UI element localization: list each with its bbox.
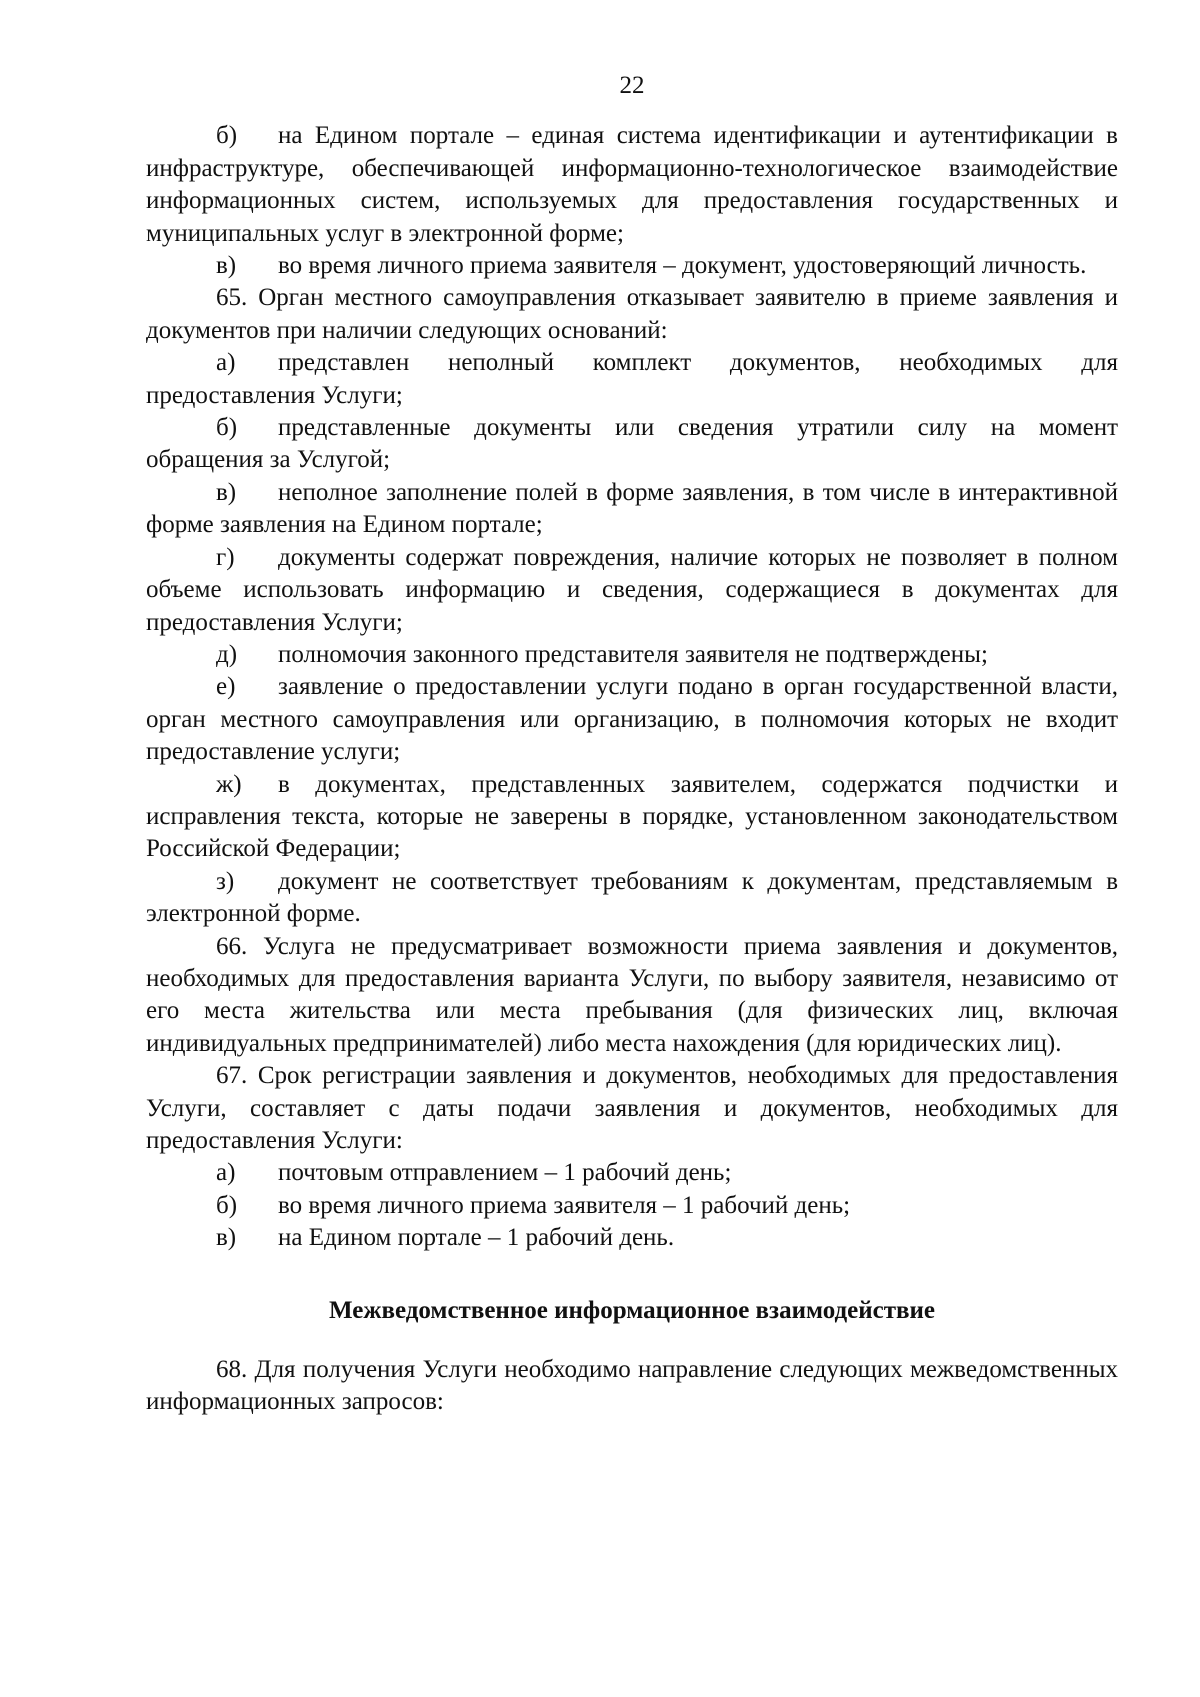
list-item: [146, 1157, 1118, 1189]
paragraph-68: 68. Для получения Услуги необходимо направление следующих межведомственных информационных запросов:: [146, 1356, 1118, 1416]
item-marker: д): [216, 640, 238, 668]
section-heading: Межведомственное информационное взаимодействие: [329, 1296, 935, 1324]
list-item: [146, 1222, 1118, 1254]
list-item: [146, 671, 1118, 768]
item-text: документы содержат повреждения, наличие которых не позволяет в полном объеме использовать информацию и сведения, содержащиеся в документах для предоставления Услуги;: [146, 543, 1118, 636]
item-text: на Едином портале – 1 рабочий день.: [278, 1224, 675, 1252]
page-number: 22: [619, 72, 645, 99]
list-item: [146, 1190, 1118, 1222]
item-marker: з): [216, 867, 235, 895]
list-item: [146, 542, 1118, 639]
item-marker: б): [216, 1191, 238, 1219]
item-text: представлен неполный комплект документов, необходимых для предоставления Услуги;: [146, 349, 1118, 409]
item-marker: а): [216, 1159, 236, 1187]
item-text: почтовым отправлением – 1 рабочий день;: [278, 1159, 732, 1187]
item-marker: б): [216, 122, 238, 150]
item-text: документ не соответствует требованиям к документам, представляемым в электронной форме.: [146, 867, 1118, 928]
item-marker: а): [216, 349, 236, 377]
item-text: неполное заполнение полей в форме заявления, в том числе в интерактивной форме заявления на Едином портале;: [146, 478, 1118, 539]
item-marker: г): [216, 543, 235, 571]
item-text: представленные документы или сведения утратили силу на момент обращения за Услугой;: [146, 414, 1118, 474]
list-item: [146, 639, 1118, 671]
item-text: заявление о предоставлении услуги подано в орган государственной власти, орган местного самоуправления или организацию, в полномочия которых не входит предоставление услуги;: [146, 673, 1118, 766]
item-text: во время личного приема заявителя – документ, удостоверяющий личность.: [278, 252, 1087, 280]
item-marker: б): [216, 414, 238, 442]
item-marker: ж): [216, 770, 242, 798]
paragraph-65: 65. Орган местного самоуправления отказывает заявителю в приеме заявления и документов при наличии следующих оснований:: [146, 284, 1118, 344]
list-item: [146, 866, 1118, 931]
paragraph-67: 67. Срок регистрации заявления и документов, необходимых для предоставления Услуги, составляет с даты подачи заявления и документов, необходимых для предоставления Услуги:: [146, 1062, 1118, 1154]
list-item: [146, 412, 1118, 477]
item-marker: в): [216, 1224, 237, 1252]
item-marker: в): [216, 252, 237, 280]
item-marker: в): [216, 478, 237, 506]
list-item: [146, 477, 1118, 542]
item-text: полномочия законного представителя заявителя не подтверждены;: [278, 640, 988, 668]
list-item: [146, 347, 1118, 412]
list-item: [146, 250, 1118, 282]
list-item: [146, 120, 1118, 250]
paragraph-66: 66. Услуга не предусматривает возможности приема заявления и документов, необходимых для предоставления варианта Услуги, по выбору заявителя, независимо от его места жительства или места пребывания (для физических лиц, включая индивидуальных предпринимателей) либо места нахождения (для юридических лиц).: [146, 932, 1118, 1057]
item-marker: е): [216, 673, 236, 701]
item-text: во время личного приема заявителя – 1 рабочий день;: [278, 1191, 851, 1219]
item-text: в документах, представленных заявителем, содержатся подчистки и исправления текста, которые не заверены в порядке, установленном законодательством Российской Федерации;: [146, 770, 1118, 863]
list-item: [146, 769, 1118, 866]
item-text: на Едином портале – единая система идентификации и аутентификации в инфраструктуре, обеспечивающей информационно-технологическое взаимодействие информационных систем, используемых для предоставления государственных и муниципальных услуг в электронной форме;: [146, 122, 1118, 247]
